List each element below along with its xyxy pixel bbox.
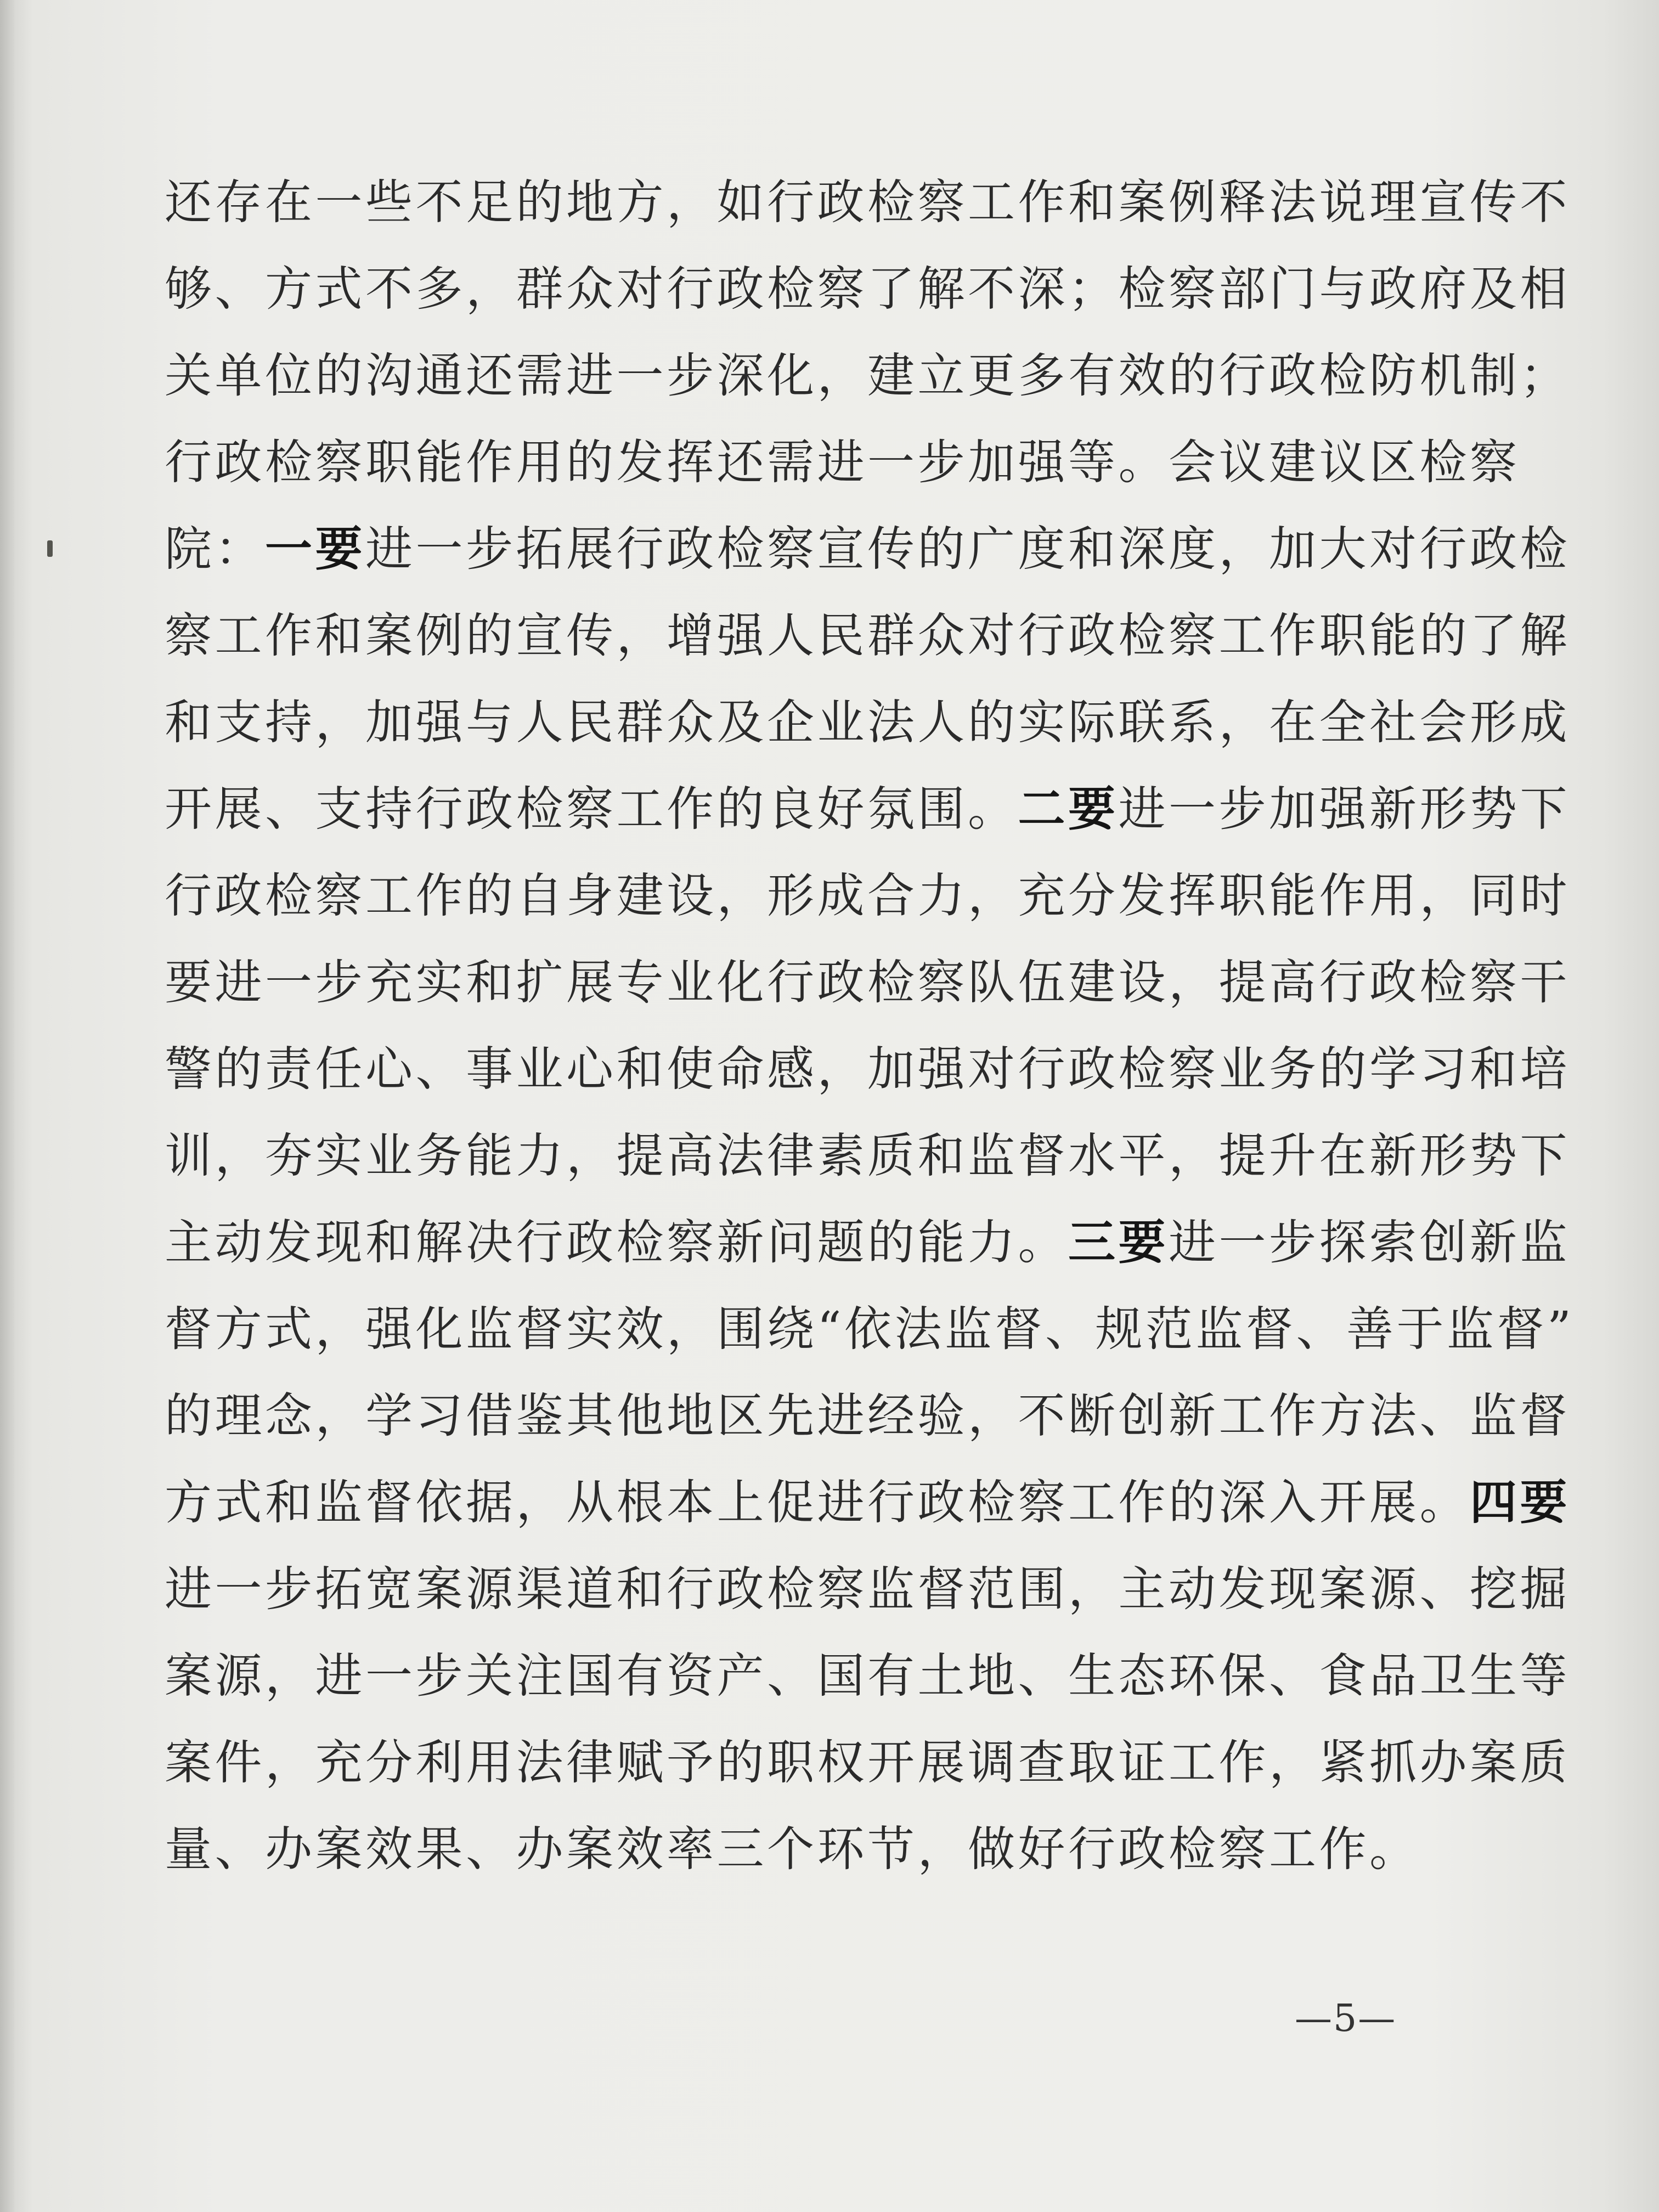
text-line — [165, 332, 1570, 419]
text-segment: 量、办案效果、办案效率三个环节，做好行政检察工作。 — [165, 1822, 1420, 1877]
text-segment: 方式和监督依据，从根本上促进行政检察工作的深入开展。 — [165, 1475, 1470, 1530]
text-line — [165, 939, 1570, 1026]
page-number: —5— — [1295, 1997, 1397, 2040]
text-line — [165, 766, 1570, 853]
text-line — [165, 679, 1570, 766]
text-segment: 案源，进一步关注国有资产、国有土地、生态环保、食品卫生等 — [165, 1649, 1570, 1703]
text-line — [165, 506, 1570, 592]
emphasis-text: 四要 — [1470, 1475, 1570, 1530]
emphasis-text: 二要 — [1018, 782, 1119, 837]
text-line — [165, 246, 1570, 332]
text-segment: 察工作和案例的宣传，增强人民群众对行政检察工作职能的了解 — [165, 608, 1570, 663]
text-line — [165, 1719, 1570, 1806]
text-segment: 的理念，学习借鉴其他地区先进经验，不断创新工作方法、监督 — [165, 1389, 1570, 1443]
text-segment: 要进一步充实和扩展专业化行政检察队伍建设，提高行政检察干 — [165, 955, 1570, 1010]
body-text — [165, 159, 1575, 1893]
text-segment: 进一步加强新形势下 — [1118, 782, 1570, 837]
text-line — [165, 419, 1520, 506]
text-segment: 和支持，加强与人民群众及企业法人的实际联系，在全社会形成 — [165, 695, 1570, 750]
text-segment: 主动发现和解决行政检察新问题的能力。 — [165, 1215, 1068, 1270]
text-line — [165, 1286, 1575, 1373]
text-line — [165, 853, 1570, 939]
text-line — [165, 1026, 1570, 1113]
text-segment: 行政检察工作的自身建设，形成合力，充分发挥职能作用，同时 — [165, 868, 1570, 923]
text-segment: 督方式，强化监督实效，围绕“依法监督、规范监督、善于监督” — [165, 1302, 1575, 1357]
text-segment: 进一步拓展行政检察宣传的广度和深度，加大对行政检 — [365, 522, 1570, 577]
text-segment: 够、方式不多，群众对行政检察了解不深；检察部门与政府及相 — [165, 262, 1570, 317]
text-segment: 还存在一些不足的地方，如行政检察工作和案例释法说理宣传不 — [165, 175, 1570, 230]
emphasis-text: 一要 — [265, 522, 365, 577]
text-line — [165, 1546, 1570, 1633]
text-segment: 行政检察职能作用的发挥还需进一步加强等。会议建议区检察 — [165, 435, 1520, 490]
text-line — [165, 1633, 1570, 1719]
staple-mark — [47, 540, 53, 557]
text-segment: 进一步探索创新监 — [1169, 1215, 1570, 1270]
text-segment: 开展、支持行政检察工作的良好氛围。 — [165, 782, 1018, 837]
text-line — [165, 592, 1570, 679]
text-line — [165, 1373, 1570, 1459]
text-line — [165, 1459, 1570, 1546]
emphasis-text: 三要 — [1068, 1215, 1169, 1270]
text-segment: 训，夯实业务能力，提高法律素质和监督水平，提升在新形势下 — [165, 1128, 1570, 1183]
text-line — [165, 1806, 1448, 1893]
binding-edge — [0, 0, 14, 2212]
text-line — [165, 1113, 1570, 1199]
text-segment: 院： — [165, 522, 265, 577]
text-line — [165, 1199, 1570, 1286]
text-segment: 关单位的沟通还需进一步深化，建立更多有效的行政检防机制； — [165, 348, 1570, 403]
text-segment: 案件，充分利用法律赋予的职权开展调查取证工作，紧抓办案质 — [165, 1735, 1570, 1790]
text-segment: 进一步拓宽案源渠道和行政检察监督范围，主动发现案源、挖掘 — [165, 1562, 1570, 1617]
text-line — [165, 159, 1570, 246]
text-segment: 警的责任心、事业心和使命感，加强对行政检察业务的学习和培 — [165, 1042, 1570, 1097]
